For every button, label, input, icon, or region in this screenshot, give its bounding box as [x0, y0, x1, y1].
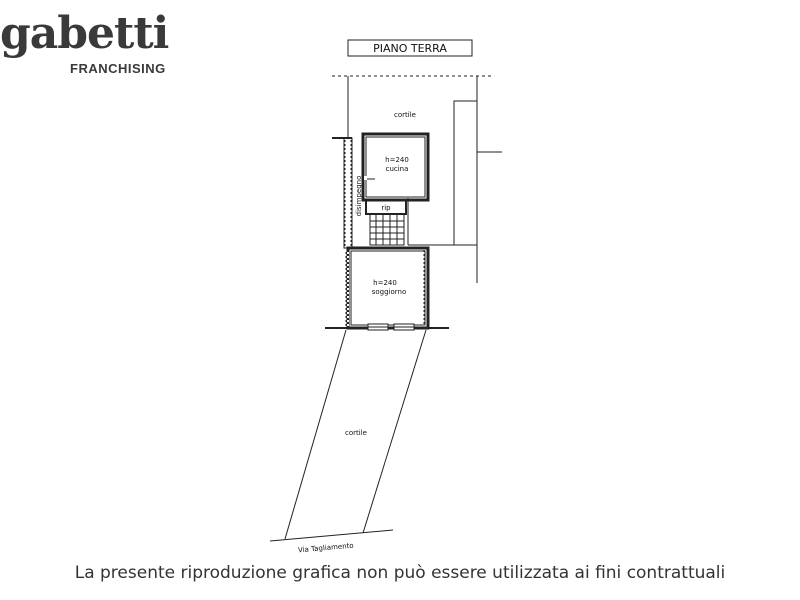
room-label-soggiorno: soggiorno [371, 288, 407, 296]
room-label-cortile-bottom: cortile [345, 429, 367, 437]
room-label-cortile-top: cortile [394, 111, 416, 119]
disclaimer-text: La presente riproduzione grafica non può essere utilizzata ai fini contrattuali [74, 563, 726, 583]
room-height-cucina: h=240 [385, 156, 409, 164]
room-label-disimpegno: disimpegno [355, 175, 363, 217]
brand-tagline: FRANCHISING [70, 61, 166, 76]
stairs [370, 214, 404, 245]
brand-name: gabetti [0, 8, 169, 59]
plan-title: PIANO TERRA [373, 42, 447, 55]
room-label-cucina: cucina [385, 165, 409, 173]
street-label: Via Tagliamento [297, 541, 354, 555]
room-label-rip: rip [381, 204, 391, 212]
room-height-soggiorno: h=240 [373, 279, 397, 287]
